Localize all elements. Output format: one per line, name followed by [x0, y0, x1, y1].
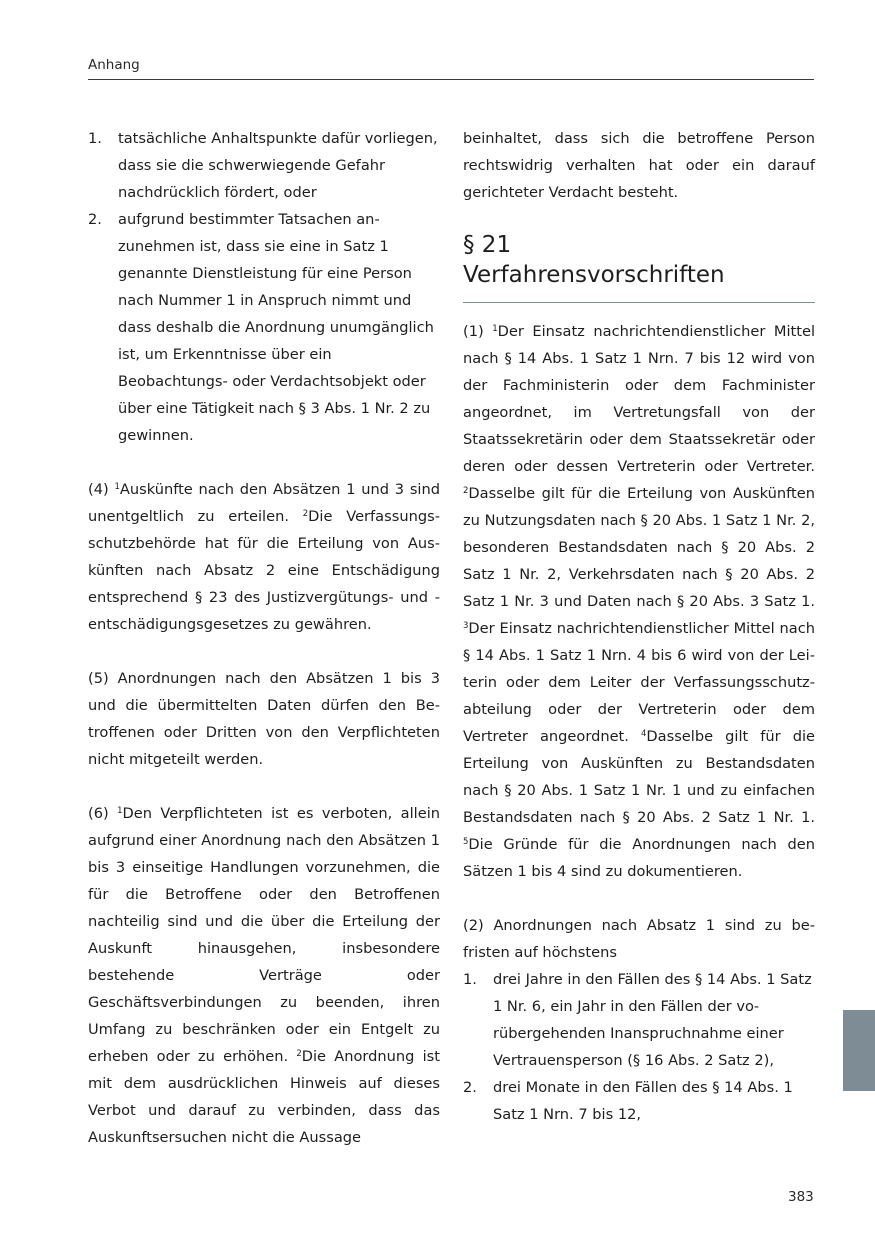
paragraph-1: (1) $^1$Der Einsatz nachrichtendienstlicher Mittel nach § 14 Abs. 1 Satz 1 Nrn. 7 bis 12 wird von der Fachministerin oder dem Fachminister angeordnet, im Vertretungsfall von der Staatssekretärin oder dem Staatssekretär oder deren oder dessen Vertreterin oder Vertreter. $^2$Dasselbe gilt für die Erteilung von Auskünften zu Nutzungsdaten nach § 20 Abs. 1 Satz 1 Nr. 2, besonderen Bestandsdaten nach § 20 Abs. 2 Satz 1 Nr. 2, Verkehrsdaten nach § 20 Abs. 2 Satz 1 Nr. 3 und Daten nach § 20 Abs. 3 Satz 1. $^3$Der Einsatz nachrichtendienstlicher Mittel nach § 14 Abs. 1 Satz 1 Nrn. 4 bis 6 wird von der Leiterin oder dem Leiter der Verfassungsschutzabteilung oder der Vertreterin oder dem Vertreter angeordnet. $^4$Dasselbe gilt für die Erteilung von Auskünften zu Bestandsdaten nach § 20 Abs. 1 Satz 1 Nr. 1 und zu einfachen Bestandsdaten nach § 20 Abs. 2 Satz 1 Nr. 1. $^5$Die Gründe für die Anordnungen nach den Sätzen 1 bis 4 sind zu dokumentieren.: [463, 323, 816, 880]
sentence-number: 2: [296, 1049, 302, 1059]
running-head: Anhang: [88, 57, 140, 73]
list-number: 2.: [88, 211, 102, 228]
list-item: [463, 966, 815, 1074]
list-text: tatsächliche Anhaltspunkte dafür vorliegen, dass sie die schwerwiegende Gefahr nachdrücklich fördert, oder: [118, 130, 438, 201]
right-column: [463, 125, 815, 1128]
header-rule: [88, 79, 814, 80]
sentence-number: 1: [117, 806, 123, 816]
sentence-number: 1: [492, 324, 498, 334]
paragraph-2-intro: (2) Anordnungen nach Absatz 1 sind zu befristen auf höchstens: [463, 917, 815, 961]
continuation-paragraph: beinhaltet, dass sich die betroffene Person rechtswidrig verhalten hat oder ein darauf gerichteter Verdacht besteht.: [463, 130, 815, 201]
page-number: 383: [788, 1189, 814, 1205]
paragraph-6: (6) $^1$Den Verpflichteten ist es verboten, allein aufgrund einer Anordnung nach den Absätzen 1 bis 3 einseitige Handlungen vorzunehmen, die für die Betroffene oder den Betroffenen nachteilig sind und die über die Erteilung der Auskunft hinausgehen, insbesondere bestehende Verträge oder Geschäftsverbindungen zu beenden, ihren Umfang zu beschränken oder ein Entgelt zu erheben oder zu erhöhen. $^2$Die Anordnung ist mit dem ausdrücklichen Hinweis auf dieses Verbot und darauf zu verbinden, dass das Auskunftsersuchen nicht die Aussage: [88, 805, 440, 1146]
list-number: 1.: [463, 971, 477, 988]
numbered-list: [463, 966, 815, 1128]
sentence-number: 1: [114, 482, 120, 492]
paragraph-4: (4) $^1$Auskünfte nach den Absätzen 1 und 3 sind unentgeltlich zu erteilen. $^2$Die Verfassungsschutzbehörde hat für die Erteilung von Auskünften nach Absatz 2 eine Entschädigung entsprechend § 23 des Justizvergütungs- und -entschädigungsgesetzes zu gewähren.: [88, 481, 440, 633]
sentence-number: 4: [640, 729, 647, 739]
list-text: drei Jahre in den Fällen des § 14 Abs. 1 Satz 1 Nr. 6, ein Jahr in den Fällen der vorübergehenden Inanspruchnahme einer Vertrauensperson (§ 16 Abs. 2 Satz 2),: [493, 971, 812, 1069]
list-number: 2.: [463, 1079, 477, 1096]
paragraph-5: (5) Anordnungen nach den Absätzen 1 bis 3 und die übermittelten Daten dürfen den Betroffenen oder Dritten von den Verpflichteten nicht mitgeteilt werden.: [88, 670, 440, 768]
section-number: § 21: [463, 232, 512, 258]
section-rule: [463, 302, 815, 303]
list-item: [88, 125, 440, 206]
list-text: drei Monate in den Fällen des § 14 Abs. 1 Satz 1 Nrn. 7 bis 12,: [493, 1079, 793, 1123]
list-number: 1.: [88, 130, 102, 147]
chapter-tab-marker: [843, 1010, 875, 1091]
list-text: aufgrund bestimmter Tatsachen anzunehmen ist, dass sie eine in Satz 1 genannte Dienstleistung für eine Person nach Nummer 1 in Anspruch nimmt und dass deshalb die Anordnung unumgänglich ist, um Erkenntnisse über ein Beobachtungs- oder Verdachtsobjekt oder über eine Tätigkeit nach § 3 Abs. 1 Nr. 2 zu gewinnen.: [118, 211, 434, 444]
sentence-number: 2: [463, 486, 469, 496]
section-title: Verfahrensvorschriften: [463, 262, 725, 288]
left-column: [88, 125, 440, 1151]
list-item: [88, 206, 440, 449]
numbered-list: [88, 125, 440, 449]
sentence-number: 3: [463, 621, 469, 631]
section-heading: [463, 230, 815, 303]
sentence-number: 5: [463, 837, 469, 847]
sentence-number: 2: [302, 509, 309, 519]
list-item: [463, 1074, 815, 1128]
